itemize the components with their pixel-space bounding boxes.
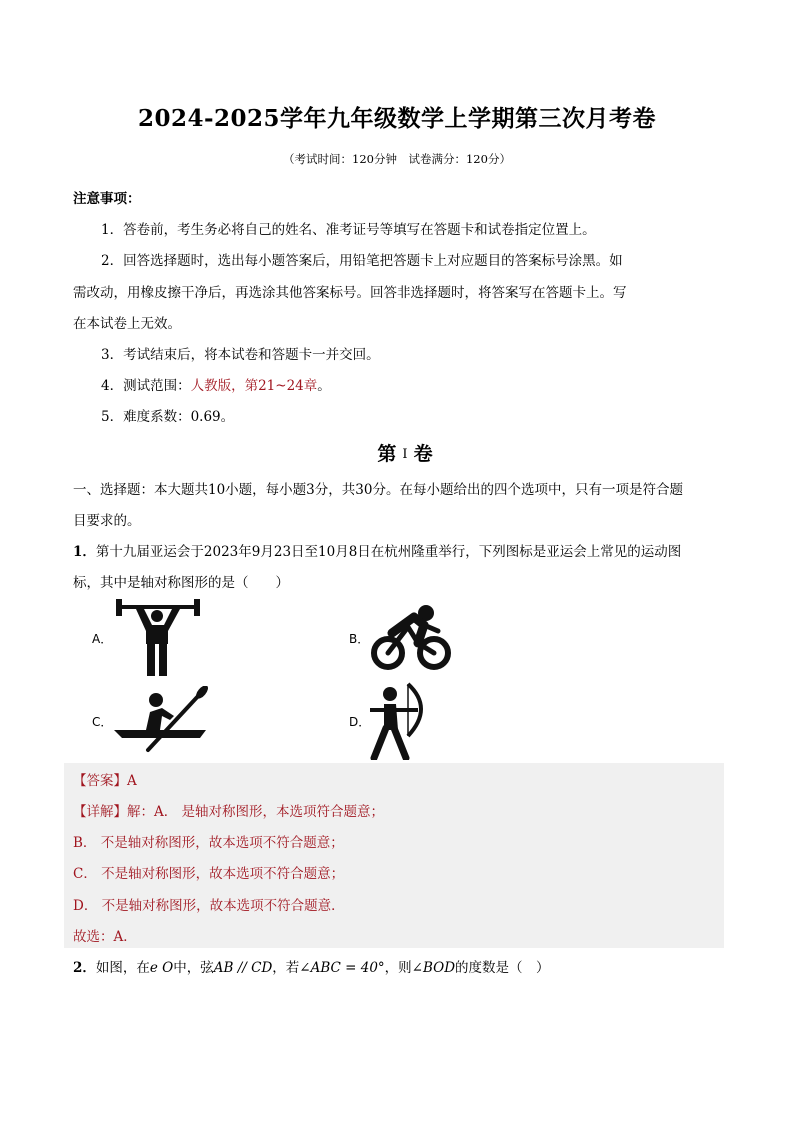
archery-icon [368, 682, 434, 760]
notice-item-3: 3．考试结束后，将本试卷和答题卡一并交回。 [101, 347, 380, 363]
question-2-text-d: ，则 [384, 960, 412, 976]
detail-option-c: C． 不是轴对称图形，故本选项不符合题意； [73, 866, 345, 882]
question-1-text: 第十九届亚运会于2023年9月23日至10月8日在杭州隆重举行，下列图标是亚运会上常见的运动图 [95, 544, 682, 560]
detail-option-d: D． 不是轴对称图形，故本选项不符合题意． [73, 898, 345, 914]
notice-item-2-line-2: 需改动，用橡皮擦干净后，再选涂其他答案标号。回答非选择题时，将答案写在答题卡上。写 [73, 285, 627, 301]
question-1-line-2: 标，其中是轴对称图形的是（ ） [73, 575, 289, 591]
notice-item-5: 5．难度系数：0.69。 [101, 409, 235, 425]
question-2-text-c: ，若 [272, 960, 300, 976]
angle-abc: ∠ABC = 40° [299, 960, 385, 976]
notice-item-2-line-1: 2．回答选择题时，选出每小题答案后，用铅笔把答题卡上对应题目的答案标号涂黑。如 [101, 253, 623, 269]
exam-subtitle: （考试时间：120分钟 试卷满分：120分） [283, 152, 511, 166]
question-1-number: 1． [73, 544, 96, 560]
answer-panel [64, 763, 724, 948]
angle-bod: ∠BOD [411, 960, 456, 976]
circle-symbol: e O [149, 960, 174, 976]
canoe-icon [110, 686, 210, 754]
weightlifting-icon [112, 596, 204, 678]
question-1-line-1 [73, 540, 681, 560]
notice-item-1: 1．答卷前，考生务必将自己的姓名、准考证号等填写在答题卡和试卷指定位置上。 [101, 222, 596, 238]
detail-text: 解：A． 是轴对称图形，本选项符合题意； [127, 804, 385, 820]
answer-line [73, 769, 137, 789]
page-title: 2024-2025学年九年级数学上学期第三次月考卷 [137, 105, 657, 132]
chord-relation: AB // CD [213, 960, 273, 976]
section-title-left: 第 [377, 443, 397, 465]
answer-value: A [127, 773, 137, 789]
answer-conclusion: 故选：A． [73, 929, 137, 945]
question-2-text-b: 中，弦 [173, 960, 214, 976]
section-title [0, 439, 794, 466]
question-2-text-e: 的度数是（ ） [455, 960, 550, 976]
question-2-line-1 [73, 956, 550, 976]
option-d-label: D． [349, 715, 371, 729]
section-title-right: 卷 [413, 443, 433, 465]
option-a-label: A． [92, 632, 113, 646]
notice-item-4-suffix: 。 [317, 378, 331, 394]
notice-item-4-prefix: 4．测试范围： [101, 378, 191, 394]
part1-instructions-line-1: 一、选择题：本大题共10小题，每小题3分，共30分。在每小题给出的四个选项中，只有一项是符合题 [73, 482, 683, 498]
detail-line [73, 800, 384, 820]
part1-instructions-line-2: 目要求的。 [73, 513, 141, 529]
notice-item-4 [101, 374, 331, 394]
detail-tag: 【详解】 [73, 804, 127, 820]
section-title-separator: I [402, 447, 408, 462]
detail-option-b: B． 不是轴对称图形，故本选项不符合题意； [73, 835, 344, 851]
cycling-icon [368, 603, 454, 671]
test-range: 人教版，第21~24章 [190, 378, 318, 394]
notice-item-2-line-3: 在本试卷上无效。 [73, 316, 181, 332]
question-2-text-a: 如图，在 [95, 960, 150, 976]
option-c-label: C． [92, 715, 113, 729]
option-b-label: B． [349, 632, 370, 646]
notice-heading: 注意事项： [73, 191, 141, 207]
answer-tag: 【答案】 [73, 773, 127, 789]
question-2-number: 2． [73, 960, 96, 976]
